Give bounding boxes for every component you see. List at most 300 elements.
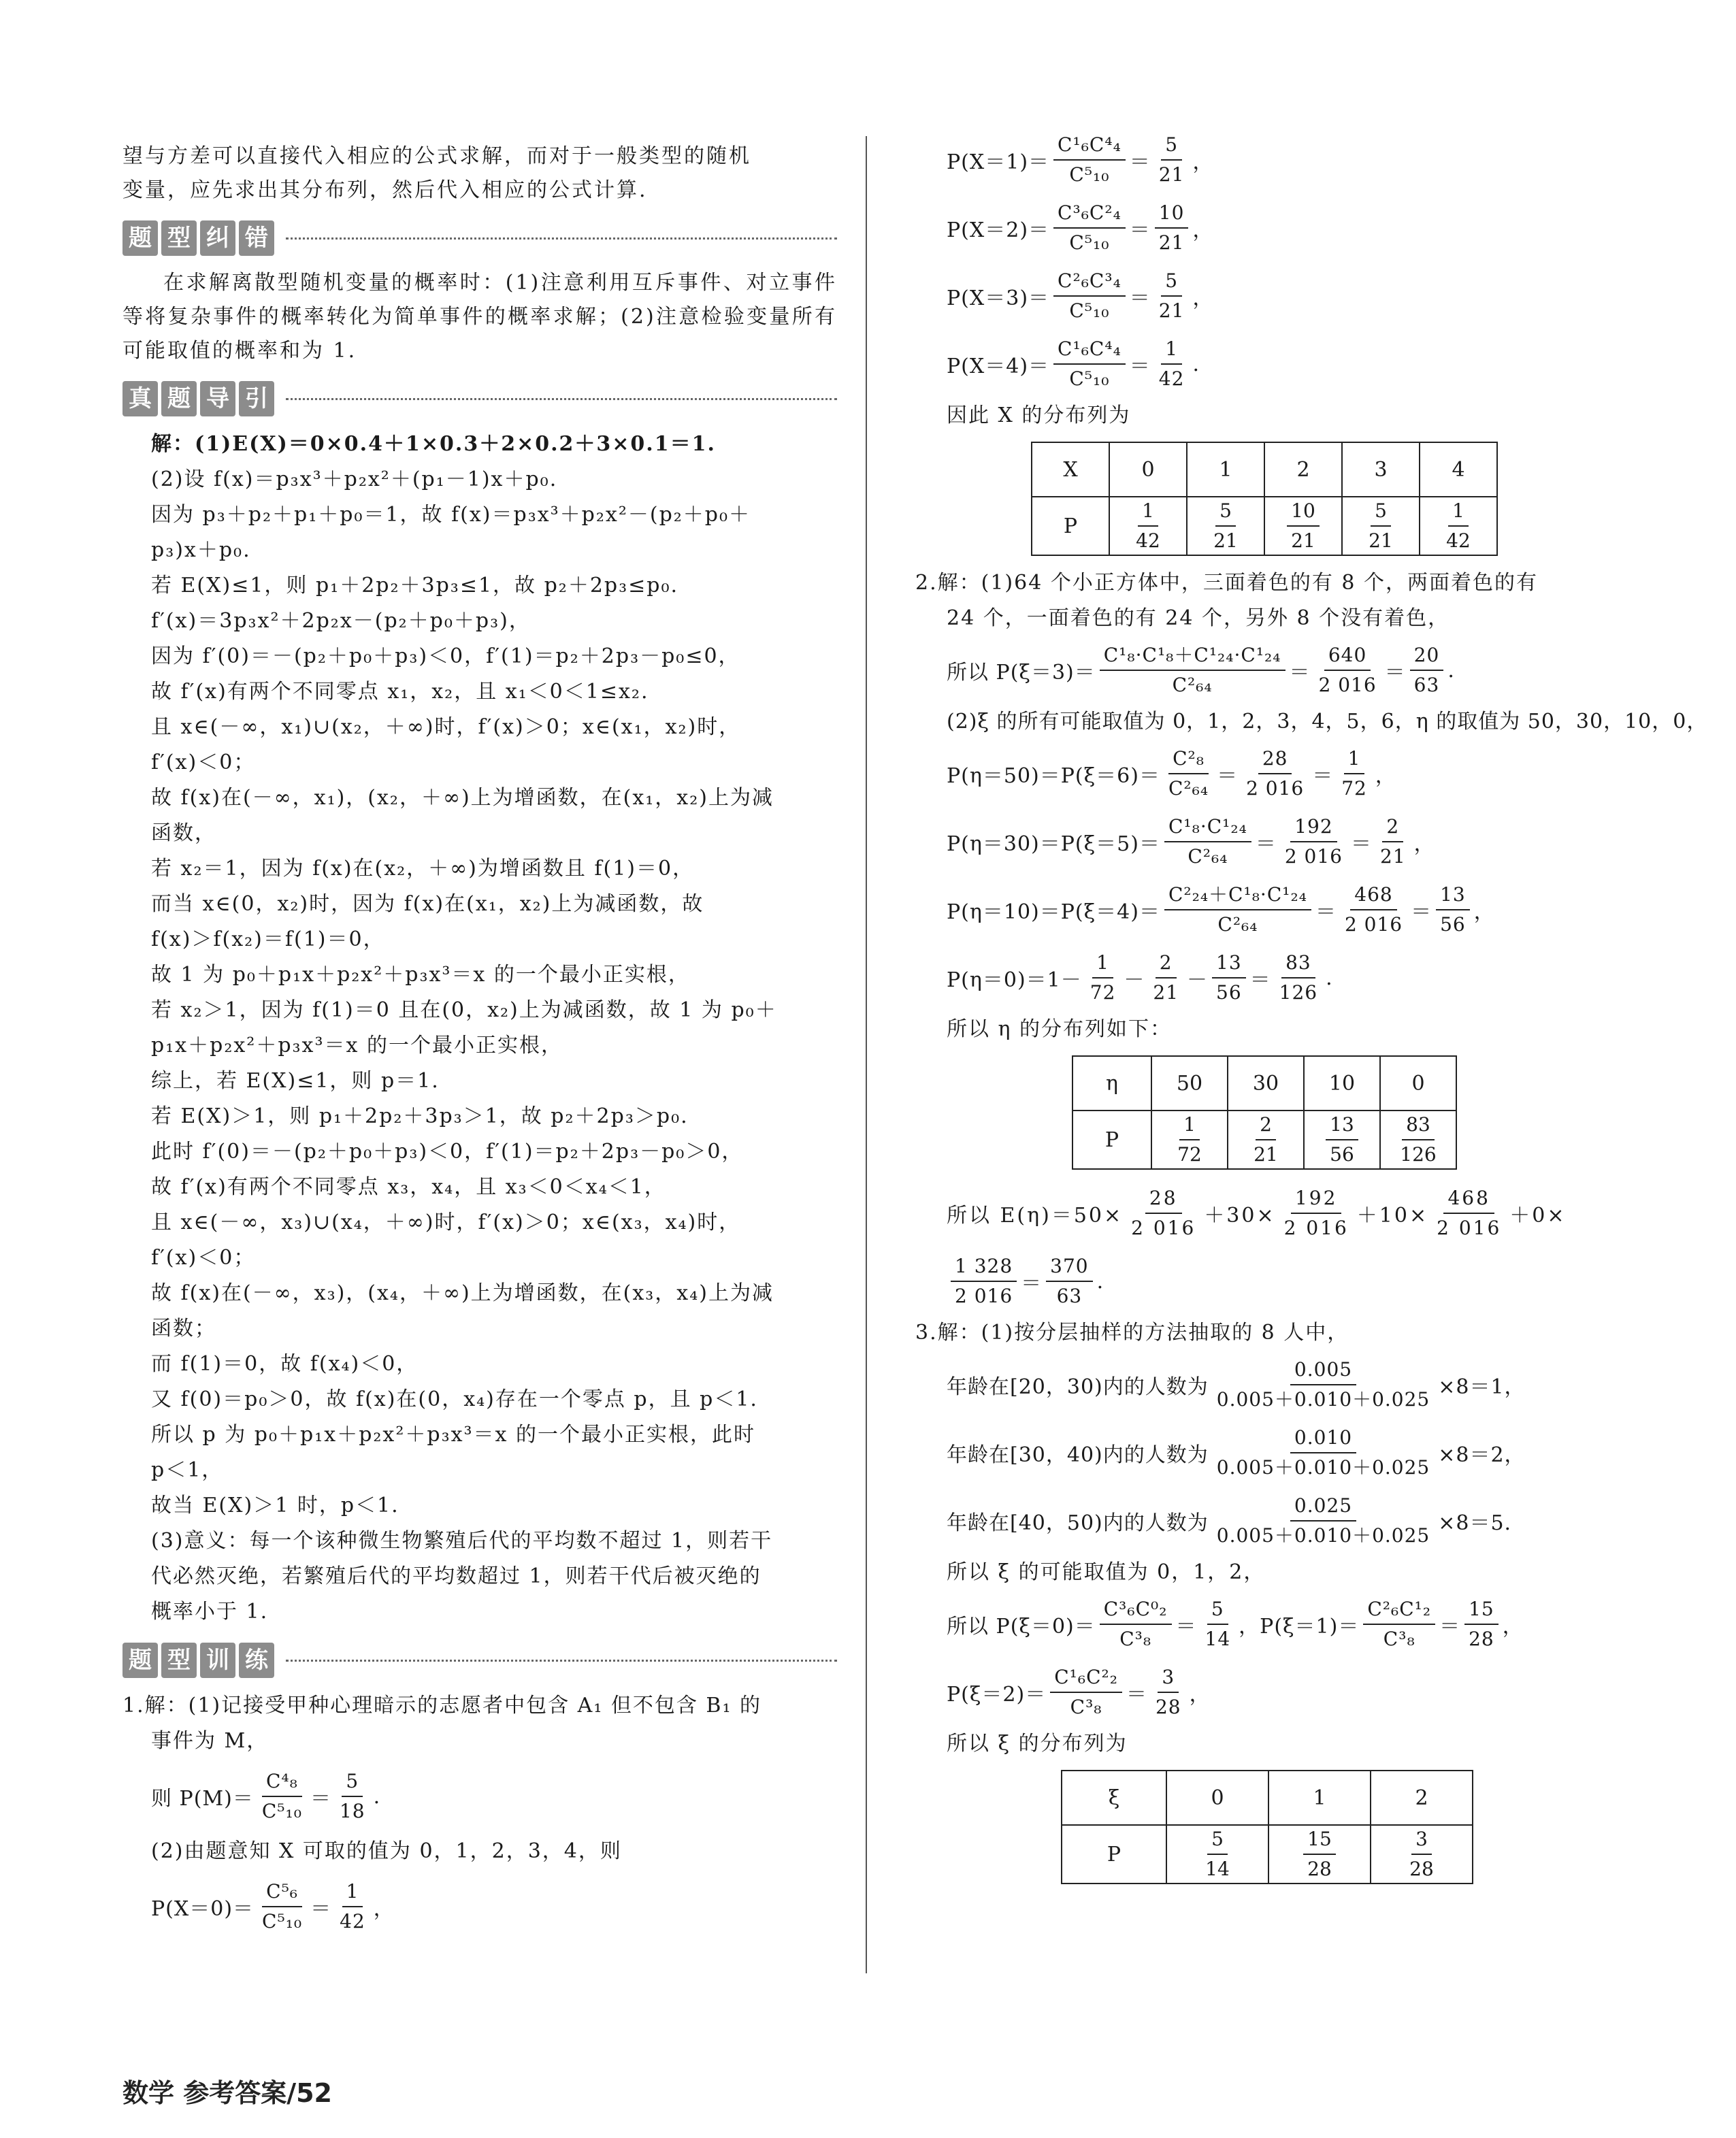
numerator: 0.025 — [1290, 1493, 1356, 1522]
denominator: 72 — [1177, 1143, 1202, 1166]
pm-equation — [122, 1759, 837, 1834]
section-char: 型 — [161, 220, 197, 256]
dotted-rule — [286, 237, 837, 240]
eta30-equation — [947, 808, 1616, 876]
numerator: 15 — [1303, 1826, 1336, 1855]
q2-line: (2)ξ 的所有可能取值为 0，1，2，3，4，5，6，η 的取值为 50，30，10，0， — [947, 710, 1708, 734]
eq-text: ＝ — [310, 1787, 331, 1811]
numerator: C²₆C³₄ — [1053, 268, 1126, 297]
numerator: 0.005 — [1290, 1357, 1356, 1385]
fraction — [1363, 1596, 1435, 1652]
section-char: 题 — [161, 381, 197, 416]
eq-text: ＝ — [1411, 900, 1432, 924]
solution-line: 且 x∈(－∞，x₃)∪(x₄，＋∞)时，f′(x)＞0；x∈(x₃，x₄)时， — [151, 1211, 741, 1234]
px4-equation — [947, 330, 1616, 398]
numerator: 192 — [1291, 1185, 1341, 1214]
fraction — [1376, 814, 1410, 870]
solution-line: 所以 p 为 p₀＋p₁x＋p₂x²＋p₃x³＝x 的一个最小正实根，此时 — [151, 1423, 755, 1447]
eq-text: P(X＝4)＝ — [947, 355, 1050, 378]
table-header: P — [1072, 1111, 1151, 1169]
eq-text: ＝ — [310, 1897, 332, 1921]
x-distribution-table — [1031, 442, 1498, 556]
eq-text: ＝ — [1351, 832, 1372, 856]
eq-text: ＝ — [1217, 764, 1239, 788]
eq-text: ＝ — [1129, 355, 1151, 378]
training-q1 — [122, 1688, 837, 1944]
fraction — [1432, 1185, 1505, 1241]
eq-text: ＋10× — [1356, 1204, 1429, 1228]
eq-text: 年龄在[20，30)内的人数为 — [947, 1375, 1209, 1399]
eq-text: ， — [1192, 286, 1214, 310]
eq-text: P(X＝3)＝ — [947, 286, 1050, 310]
fraction — [1213, 1425, 1434, 1481]
numerator: 5 — [1371, 498, 1391, 527]
table-cell — [1109, 497, 1187, 555]
denominator: 2 016 — [1437, 1217, 1502, 1239]
fraction — [1201, 1596, 1235, 1652]
eq-text: 所以 E(η)＝50× — [947, 1204, 1124, 1228]
denominator: C³₈ — [1070, 1696, 1102, 1718]
numerator: C³₆C⁰₂ — [1100, 1596, 1172, 1625]
solution-line: 故 1 为 p₀＋p₁x＋p₂x²＋p₃x³＝x 的一个最小正实根， — [151, 963, 690, 987]
denominator: C⁵₁₀ — [1069, 231, 1110, 254]
solution-line: (3)意义：每一个该种微生物繁殖后代的平均数不超过 1，则若干 — [151, 1529, 773, 1553]
eq-text: . — [1192, 352, 1200, 376]
table-cell — [1304, 1111, 1380, 1169]
table-cell — [1268, 1825, 1371, 1884]
solution-line: 故 f(x)在(－∞，x₁)，(x₂，＋∞)上为增函数，在(x₁，x₂)上为减 — [151, 786, 774, 810]
solution-line: (2)设 f(x)＝p₃x³＋p₂x²＋(p₁－1)x＋p₀. — [151, 467, 558, 491]
intro-text — [122, 139, 837, 208]
eq-text: ＝ — [1312, 764, 1334, 788]
fraction — [1164, 814, 1251, 870]
q1-line: (2)由题意知 X 可取的值为 0，1，2，3，4，则 — [151, 1839, 622, 1863]
denominator: 2 016 — [1318, 674, 1377, 696]
eq-text: ＝ — [1289, 661, 1311, 685]
fraction — [1053, 132, 1126, 188]
x-dist-intro: 因此 X 的分布列为 — [947, 404, 1131, 427]
px2-equation — [947, 194, 1616, 262]
table-cell: 4 — [1420, 442, 1497, 497]
eq-text: P(η＝10)＝P(ξ＝4)＝ — [947, 900, 1160, 924]
solution-line: p₁x＋p₂x²＋p₃x³＝x 的一个最小正实根， — [151, 1034, 563, 1057]
eq-text: 所以 P(ξ＝0)＝ — [947, 1615, 1096, 1639]
table-cell: 0 — [1166, 1771, 1268, 1825]
fraction — [1164, 882, 1311, 938]
section-char: 引 — [239, 381, 274, 416]
table-cell: 10 — [1304, 1056, 1380, 1111]
eq-text: － — [1187, 968, 1209, 992]
age-30-40-equation — [947, 1419, 1616, 1487]
xi-distribution-table — [1061, 1770, 1473, 1884]
real-solution — [122, 427, 837, 1630]
solution-line: 又 f(0)＝p₀＞0，故 f(x)在(0，x₄)存在一个零点 p，且 p＜1. — [151, 1387, 758, 1411]
denominator: 56 — [1330, 1143, 1354, 1166]
denominator: 21 — [1158, 231, 1185, 254]
table-cell — [1380, 1111, 1456, 1169]
denominator: 2 016 — [1284, 845, 1343, 868]
denominator: C⁵₁₀ — [262, 1910, 303, 1933]
numerator: 5 — [1161, 268, 1182, 297]
solution-line: 函数， — [151, 821, 216, 845]
table-cell — [1151, 1111, 1228, 1169]
eq-text: . — [1447, 658, 1455, 682]
fraction — [1155, 200, 1189, 256]
numerator: 3 — [1158, 1664, 1179, 1693]
denominator: C²₆₄ — [1172, 674, 1213, 696]
column-divider — [866, 136, 867, 1973]
eq-text: ＋0× — [1509, 1204, 1567, 1228]
fraction — [1213, 1357, 1434, 1413]
fraction — [1155, 132, 1189, 188]
eq-text: ＝ — [1384, 661, 1406, 685]
numerator: C¹₈·C¹₈＋C¹₂₄·C¹₂₄ — [1100, 642, 1285, 671]
fraction — [1436, 882, 1470, 938]
fraction — [258, 1769, 306, 1824]
fraction — [1149, 950, 1183, 1006]
eq-text: ， — [1192, 150, 1214, 174]
numerator: 2 — [1256, 1112, 1276, 1140]
px1-equation — [947, 126, 1616, 194]
denominator: C⁵₁₀ — [261, 1800, 302, 1822]
xi-dist-intro: 所以 ξ 的分布列为 — [947, 1732, 1128, 1756]
denominator: 56 — [1440, 913, 1466, 936]
fraction — [1242, 746, 1308, 802]
eq-text: ， — [1502, 1615, 1524, 1639]
numerator: 5 — [1207, 1596, 1228, 1625]
numerator: 13 — [1436, 882, 1470, 910]
denominator: 28 — [1469, 1628, 1494, 1650]
numerator: 0.010 — [1290, 1425, 1356, 1453]
age-40-50-equation — [947, 1487, 1616, 1555]
solution-line: 函数； — [151, 1317, 216, 1341]
e-eta-equation — [947, 1179, 1616, 1247]
denominator: 18 — [339, 1800, 365, 1822]
page-footer: 数学 参考答案/52 — [122, 2078, 332, 2108]
table-cell: 3 — [1342, 442, 1420, 497]
denominator: 2 016 — [1344, 913, 1403, 936]
numerator: 5 — [1207, 1826, 1228, 1855]
section-char: 练 — [239, 1643, 274, 1678]
denominator: 28 — [1155, 1696, 1181, 1718]
denominator: 42 — [1446, 529, 1471, 552]
denominator: C²₆₄ — [1168, 777, 1209, 800]
solution-line: p₃)x＋p₀. — [151, 538, 251, 562]
e-eta-result — [947, 1247, 1616, 1315]
dotted-rule — [286, 398, 837, 400]
numerator: 1 — [342, 1879, 363, 1907]
numerator: 5 — [342, 1769, 363, 1797]
table-cell — [1420, 497, 1497, 555]
numerator: 10 — [1155, 200, 1189, 229]
solution-line: 若 x₂＞1，因为 f(1)＝0 且在(0，x₂)上为减函数，故 1 为 p₀＋ — [151, 998, 777, 1022]
eta50-equation — [947, 740, 1616, 808]
solution-line: 若 E(X)＞1，则 p₁＋2p₂＋3p₃＞1，故 p₂＋2p₃＞p₀. — [151, 1104, 689, 1128]
fraction — [335, 1879, 370, 1935]
solution-line: 若 E(X)≤1，则 p₁＋2p₂＋3p₃≤1，故 p₂＋2p₃≤p₀. — [151, 574, 679, 597]
denominator: 42 — [1158, 367, 1185, 390]
numerator: 5 — [1161, 132, 1182, 161]
eq-text: ， — [1413, 832, 1435, 856]
solution-line: 故 f′(x)有两个不同零点 x₁，x₂，且 x₁＜0＜1≤x₂. — [151, 680, 649, 704]
q2-line: 24 个，一面着色的有 24 个，另外 8 个没有着色， — [947, 606, 1450, 630]
eq-text: － — [1124, 968, 1145, 992]
numerator: 2 — [1156, 950, 1177, 978]
numerator: C¹₆C⁴₄ — [1053, 132, 1126, 161]
numerator: 640 — [1324, 642, 1371, 671]
q3-line: 3.解：(1)按分层抽样的方法抽取的 8 人中， — [915, 1321, 1349, 1345]
table-cell — [1187, 497, 1264, 555]
table-header: η — [1072, 1056, 1151, 1111]
table-cell: 2 — [1264, 442, 1342, 497]
denominator: 0.005＋0.010＋0.025 — [1216, 1524, 1430, 1547]
eq-text: ， — [1192, 218, 1214, 242]
numerator: 1 — [1344, 746, 1365, 774]
eq-text: ， — [373, 1897, 395, 1921]
denominator: 63 — [1056, 1285, 1083, 1307]
q3-line: 所以 ξ 的可能取值为 0，1，2， — [947, 1560, 1266, 1584]
fraction — [1053, 336, 1126, 392]
q1-line: 1.解：(1)记接受甲种心理暗示的志愿者中包含 A₁ 但不包含 B₁ 的 — [122, 1694, 762, 1717]
denominator: 72 — [1090, 981, 1116, 1004]
numerator: C²₂₄＋C¹₈·C¹₂₄ — [1164, 882, 1311, 910]
solution-line: 此时 f′(0)＝－(p₂＋p₀＋p₃)＜0，f′(1)＝p₂＋2p₃－p₀＞0， — [151, 1140, 744, 1164]
solution-line: 解：(1)E(X)＝0×0.4＋1×0.3＋2×0.2＋3×0.1＝1. — [151, 432, 716, 456]
solution-line: 综上，若 E(X)≤1，则 p＝1. — [151, 1069, 440, 1093]
denominator: 0.005＋0.010＋0.025 — [1216, 1456, 1430, 1479]
solution-line: f′(x)＜0； — [151, 751, 256, 774]
numerator: 1 — [1179, 1112, 1200, 1140]
denominator: 126 — [1279, 981, 1318, 1004]
section-header-correction — [122, 217, 837, 259]
eq-text: ＝ — [1021, 1272, 1043, 1296]
q2-xi3-equation — [947, 636, 1616, 704]
eq-text: 年龄在[30，40)内的人数为 — [947, 1443, 1209, 1467]
numerator: 468 — [1350, 882, 1396, 910]
numerator: C¹₆C²₂ — [1050, 1664, 1122, 1693]
denominator: 2 016 — [1283, 1217, 1349, 1239]
denominator: 21 — [1153, 981, 1179, 1004]
section-char: 训 — [200, 1643, 235, 1678]
eq-text: ＝ — [1129, 150, 1151, 174]
fraction — [1164, 746, 1213, 802]
eq-text: ＝ — [1439, 1615, 1461, 1639]
numerator: C⁵₆ — [262, 1879, 302, 1907]
fraction — [1046, 1253, 1092, 1309]
solution-line: 因为 p₃＋p₂＋p₁＋p₀＝1，故 f(x)＝p₃x³＋p₂x²－(p₂＋p₀＋ — [151, 503, 751, 527]
fraction — [335, 1769, 370, 1824]
fraction — [1275, 950, 1322, 1006]
numerator: 5 — [1215, 498, 1236, 527]
eq-text: ＝ — [1129, 218, 1151, 242]
section-char: 纠 — [200, 220, 235, 256]
solution-line: 故 f(x)在(－∞，x₃)，(x₄，＋∞)上为增函数，在(x₃，x₄)上为减 — [151, 1281, 774, 1305]
eq-text: . — [373, 1784, 381, 1809]
denominator: 42 — [340, 1910, 365, 1933]
q1-line: 事件为 M， — [151, 1729, 269, 1753]
fraction — [951, 1253, 1017, 1309]
numerator: 15 — [1464, 1596, 1498, 1625]
numerator: C⁴₈ — [262, 1769, 302, 1797]
eq-text: . — [1096, 1269, 1104, 1294]
numerator: C²₆C¹₂ — [1363, 1596, 1435, 1625]
numerator: 83 — [1281, 950, 1315, 978]
denominator: 0.005＋0.010＋0.025 — [1216, 1388, 1430, 1411]
numerator: C¹₈·C¹₂₄ — [1164, 814, 1251, 842]
eq-text: ＝ — [1175, 1615, 1197, 1639]
section-char: 导 — [200, 381, 235, 416]
table-cell: 30 — [1228, 1056, 1304, 1111]
intro-line: 变量，应先求出其分布列，然后代入相应的公式计算. — [122, 178, 648, 202]
solution-line: 而当 x∈(0，x₂)时，因为 f(x)在(x₁，x₂)上为减函数，故 — [151, 892, 704, 916]
denominator: 21 — [1213, 529, 1238, 552]
numerator: 20 — [1410, 642, 1444, 671]
denominator: 21 — [1158, 163, 1185, 186]
denominator: 14 — [1205, 1628, 1231, 1650]
table-cell — [1166, 1825, 1268, 1884]
eq-text: 所以 P(ξ＝3)＝ — [947, 661, 1096, 685]
eq-text: ＝ — [1255, 832, 1277, 856]
denominator: 2 016 — [1131, 1217, 1196, 1239]
denominator: C⁵₁₀ — [1069, 163, 1110, 186]
solution-line: 若 x₂＝1，因为 f(x)在(x₂，＋∞)为增函数且 f(1)＝0， — [151, 857, 695, 881]
left-column — [122, 139, 837, 1944]
solution-line: 代必然灭绝，若繁殖后代的平均数超过 1，则若干代后被灭绝的 — [151, 1564, 761, 1588]
section-char: 题 — [122, 220, 158, 256]
fraction — [1151, 1664, 1185, 1720]
section-header-real — [122, 378, 837, 420]
fraction — [1100, 1596, 1172, 1652]
eq-text: P(η＝50)＝P(ξ＝6)＝ — [947, 764, 1160, 788]
numerator: 1 — [1448, 498, 1469, 527]
table-cell: 50 — [1151, 1056, 1228, 1111]
eq-text: ＝ — [1126, 1683, 1147, 1707]
fraction — [1212, 950, 1246, 1006]
numerator: 192 — [1290, 814, 1337, 842]
denominator: C³₈ — [1119, 1628, 1152, 1650]
fraction — [1280, 1185, 1353, 1241]
eq-text: ＝ — [1249, 968, 1271, 992]
intro-line: 望与方差可以直接代入相应的公式求解，而对于一般类型的随机 — [122, 144, 751, 168]
denominator: C²₆₄ — [1188, 845, 1228, 868]
fraction — [1086, 950, 1120, 1006]
denominator: 72 — [1341, 777, 1367, 800]
q2-line: 2.解：(1)64 个小正方体中，三面着色的有 8 个，两面着色的有 — [915, 571, 1538, 595]
eq-text: P(X＝0)＝ — [151, 1897, 255, 1921]
dotted-rule — [286, 1660, 837, 1662]
fraction — [1281, 814, 1347, 870]
xi01-equation — [947, 1590, 1616, 1658]
section-char: 题 — [122, 1643, 158, 1678]
numerator: 10 — [1287, 498, 1320, 527]
eq-text: ×8＝2， — [1438, 1443, 1526, 1467]
table-cell — [1371, 1825, 1473, 1884]
numerator: 3 — [1411, 1826, 1432, 1855]
eq-text: P(η＝30)＝P(ξ＝5)＝ — [947, 832, 1160, 856]
table-cell — [1264, 497, 1342, 555]
denominator: 14 — [1205, 1858, 1230, 1880]
eq-text: ＝ — [1315, 900, 1337, 924]
eq-text: P(ξ＝2)＝ — [947, 1683, 1047, 1707]
solution-line: 故 f′(x)有两个不同零点 x₃，x₄，且 x₃＜0＜x₄＜1， — [151, 1175, 666, 1199]
eq-text: P(η＝0)＝1－ — [947, 968, 1082, 992]
denominator: 28 — [1307, 1858, 1332, 1880]
section-header-training — [122, 1639, 837, 1681]
table-cell — [1228, 1111, 1304, 1169]
solution-line: f(x)＞f(x₂)＝f(1)＝0， — [151, 927, 385, 951]
eta-distribution-table — [1072, 1055, 1457, 1170]
fraction — [1410, 642, 1444, 698]
fraction — [1100, 642, 1285, 698]
eta-dist-intro: 所以 η 的分布列如下： — [947, 1017, 1173, 1041]
numerator: 2 — [1382, 814, 1403, 842]
eq-text: ， — [1189, 1683, 1211, 1707]
eq-text: 则 P(M)＝ — [151, 1787, 254, 1811]
numerator: 1 — [1161, 336, 1182, 365]
fraction — [1053, 268, 1126, 324]
denominator: 56 — [1216, 981, 1242, 1004]
table-header: X — [1032, 442, 1109, 497]
table-cell: 0 — [1380, 1056, 1456, 1111]
numerator: 468 — [1443, 1185, 1494, 1214]
denominator: 21 — [1254, 1143, 1278, 1166]
table-header: P — [1032, 497, 1109, 555]
eq-text: ， — [1375, 764, 1396, 788]
eq-text: P(X＝1)＝ — [947, 150, 1050, 174]
eta10-equation — [947, 876, 1616, 944]
denominator: 63 — [1413, 674, 1440, 696]
section-char: 型 — [161, 1643, 197, 1678]
fraction — [1050, 1664, 1122, 1720]
denominator: C²₆₄ — [1217, 913, 1258, 936]
fraction — [1053, 200, 1126, 256]
table-cell: 1 — [1187, 442, 1264, 497]
table-cell: 1 — [1268, 1771, 1371, 1825]
eq-text: ， — [1473, 900, 1495, 924]
eq-text: P(X＝2)＝ — [947, 218, 1050, 242]
eq-text: ，P(ξ＝1)＝ — [1239, 1615, 1360, 1639]
numerator: C²₈ — [1168, 746, 1209, 774]
eq-text: ×8＝1， — [1438, 1375, 1526, 1399]
solution-line: 因为 f′(0)＝－(p₂＋p₀＋p₃)＜0，f′(1)＝p₂＋2p₃－p₀≤0， — [151, 644, 740, 668]
denominator: 21 — [1291, 529, 1315, 552]
solution-line: 故当 E(X)＞1 时，p＜1. — [151, 1494, 399, 1517]
eq-text: ＋30× — [1204, 1204, 1276, 1228]
correction-text: 在求解离散型随机变量的概率时：(1)注意利用互斥事件、对立事件等将复杂事件的概率转化为简单事件的概率求解；(2)注意检验变量所有可能取值的概率和为 1. — [122, 271, 837, 363]
fraction — [1337, 746, 1371, 802]
solution-line: f′(x)＝3p₃x²＋2p₂x－(p₂＋p₀＋p₃)， — [151, 609, 531, 633]
denominator: 126 — [1400, 1143, 1437, 1166]
numerator: 1 328 — [951, 1253, 1017, 1282]
denominator: 21 — [1158, 299, 1185, 322]
denominator: 28 — [1409, 1858, 1434, 1880]
numerator: C³₆C²₄ — [1053, 200, 1126, 229]
fraction — [258, 1879, 306, 1935]
numerator: 13 — [1212, 950, 1246, 978]
fraction — [1213, 1493, 1434, 1549]
table-cell: 2 — [1371, 1771, 1473, 1825]
section-char: 错 — [239, 220, 274, 256]
denominator: C⁵₁₀ — [1069, 367, 1110, 390]
denominator: 2 016 — [1246, 777, 1305, 800]
solution-line: 且 x∈(－∞，x₁)∪(x₂，＋∞)时，f′(x)＞0；x∈(x₁，x₂)时， — [151, 715, 741, 739]
fraction — [1155, 268, 1189, 324]
fraction — [1341, 882, 1407, 938]
fraction — [1315, 642, 1381, 698]
fraction — [1127, 1185, 1200, 1241]
px0-equation — [122, 1869, 837, 1944]
table-header: P — [1062, 1825, 1166, 1884]
